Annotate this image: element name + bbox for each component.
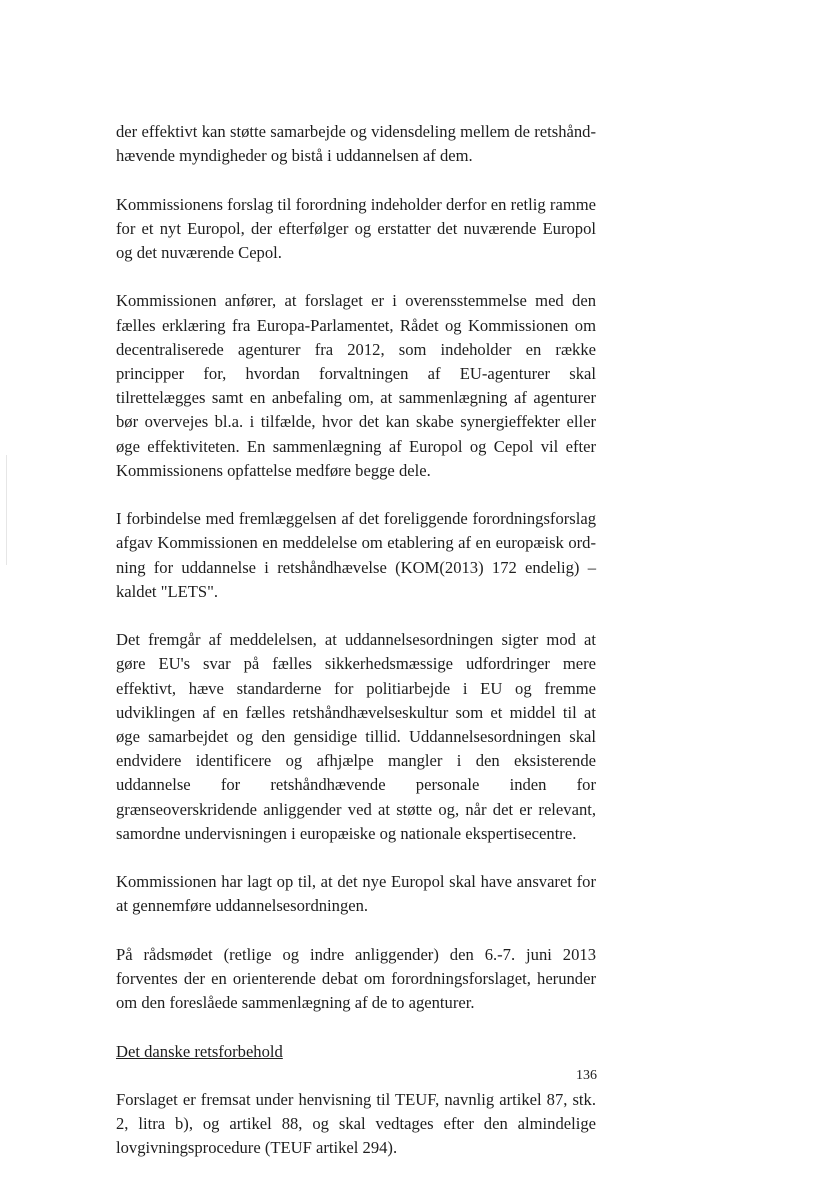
paragraph-6: Kommissionen har lagt op til, at det nye Europol skal have ansvaret for at gennemføre uddannelsesordningen. [116, 872, 596, 916]
paragraph-5: Det fremgår af meddelelsen, at uddannelsesordningen sigter mod at gøre EU's svar på fælles sikkerhedsmæssige udfordringer mere effektivt, hæve standarderne for politiarbejde i EU og fremme udviklingen af en fælles retshåndhævelseskultur som et middel til at øge samarbejdet og den gensidige tillid. Uddannelsesordningen skal endvidere identificere og afhjælpe mangler i den eksisterende uddannelse for retshåndhævende personale inden for grænseoverskridende anliggender ved at støtte og, når det er relevant, samordne undervisningen i europæiske og nationale ekspertisecentre. [116, 630, 596, 843]
section-paragraph: Forslaget er fremsat under henvisning til TEUF, navnlig artikel 87, stk. 2, litra b), og artikel 88, og skal vedtages efter den almindelige lovgivningsprocedure (TEUF artikel 294). [116, 1090, 596, 1158]
paragraph-4: I forbindelse med fremlæggelsen af det foreliggende forordningsforslag afgav Kommissionen en meddelelse om etablering af en europæisk ordning for uddannelse i retshåndhævelse (KOM(2013) 172 endelig) – kaldet "LETS". [116, 509, 596, 601]
paragraph-7: På rådsmødet (retlige og indre anliggender) den 6.-7. juni 2013 forventes der en orienterende debat om forordningsforslaget, herunder om den foreslåede sammenlægning af de to agenturer. [116, 944, 596, 1013]
paragraph-1: der effektivt kan støtte samarbejde og vidensdeling mellem de retshåndhævende myndigheder og bistå i uddannelsen af dem. [116, 122, 596, 166]
scan-artifact [6, 455, 7, 565]
body-text [116, 120, 596, 1185]
page-number: 136 [576, 1068, 597, 1083]
section-heading: Det danske retsforbehold [116, 1041, 283, 1061]
paragraph-3: Kommissionen anfører, at forslaget er i overensstemmelse med den fælles erklæring fra Europa-Parlamentet, Rådet og Kommissionen om decentraliserede agenturer fra 2012, som indeholder en række principper for, hvordan forvaltningen af EU-agenturer skal tilrettelægges samt en anbefaling om, at sammenlægning af agenturer bør overvejes bl.a. i tilfælde, hvor det kan skabe synergieffekter eller øge effektiviteten. En sammenlægning af Europol og Cepol vil efter Kommissionens opfattelse medføre begge dele. [116, 291, 596, 480]
paragraph-2: Kommissionens forslag til forordning indeholder derfor en retlig ramme for et nyt Europol, der efterfølger og erstatter det nuværende Europol og det nuværende Cepol. [116, 194, 596, 262]
